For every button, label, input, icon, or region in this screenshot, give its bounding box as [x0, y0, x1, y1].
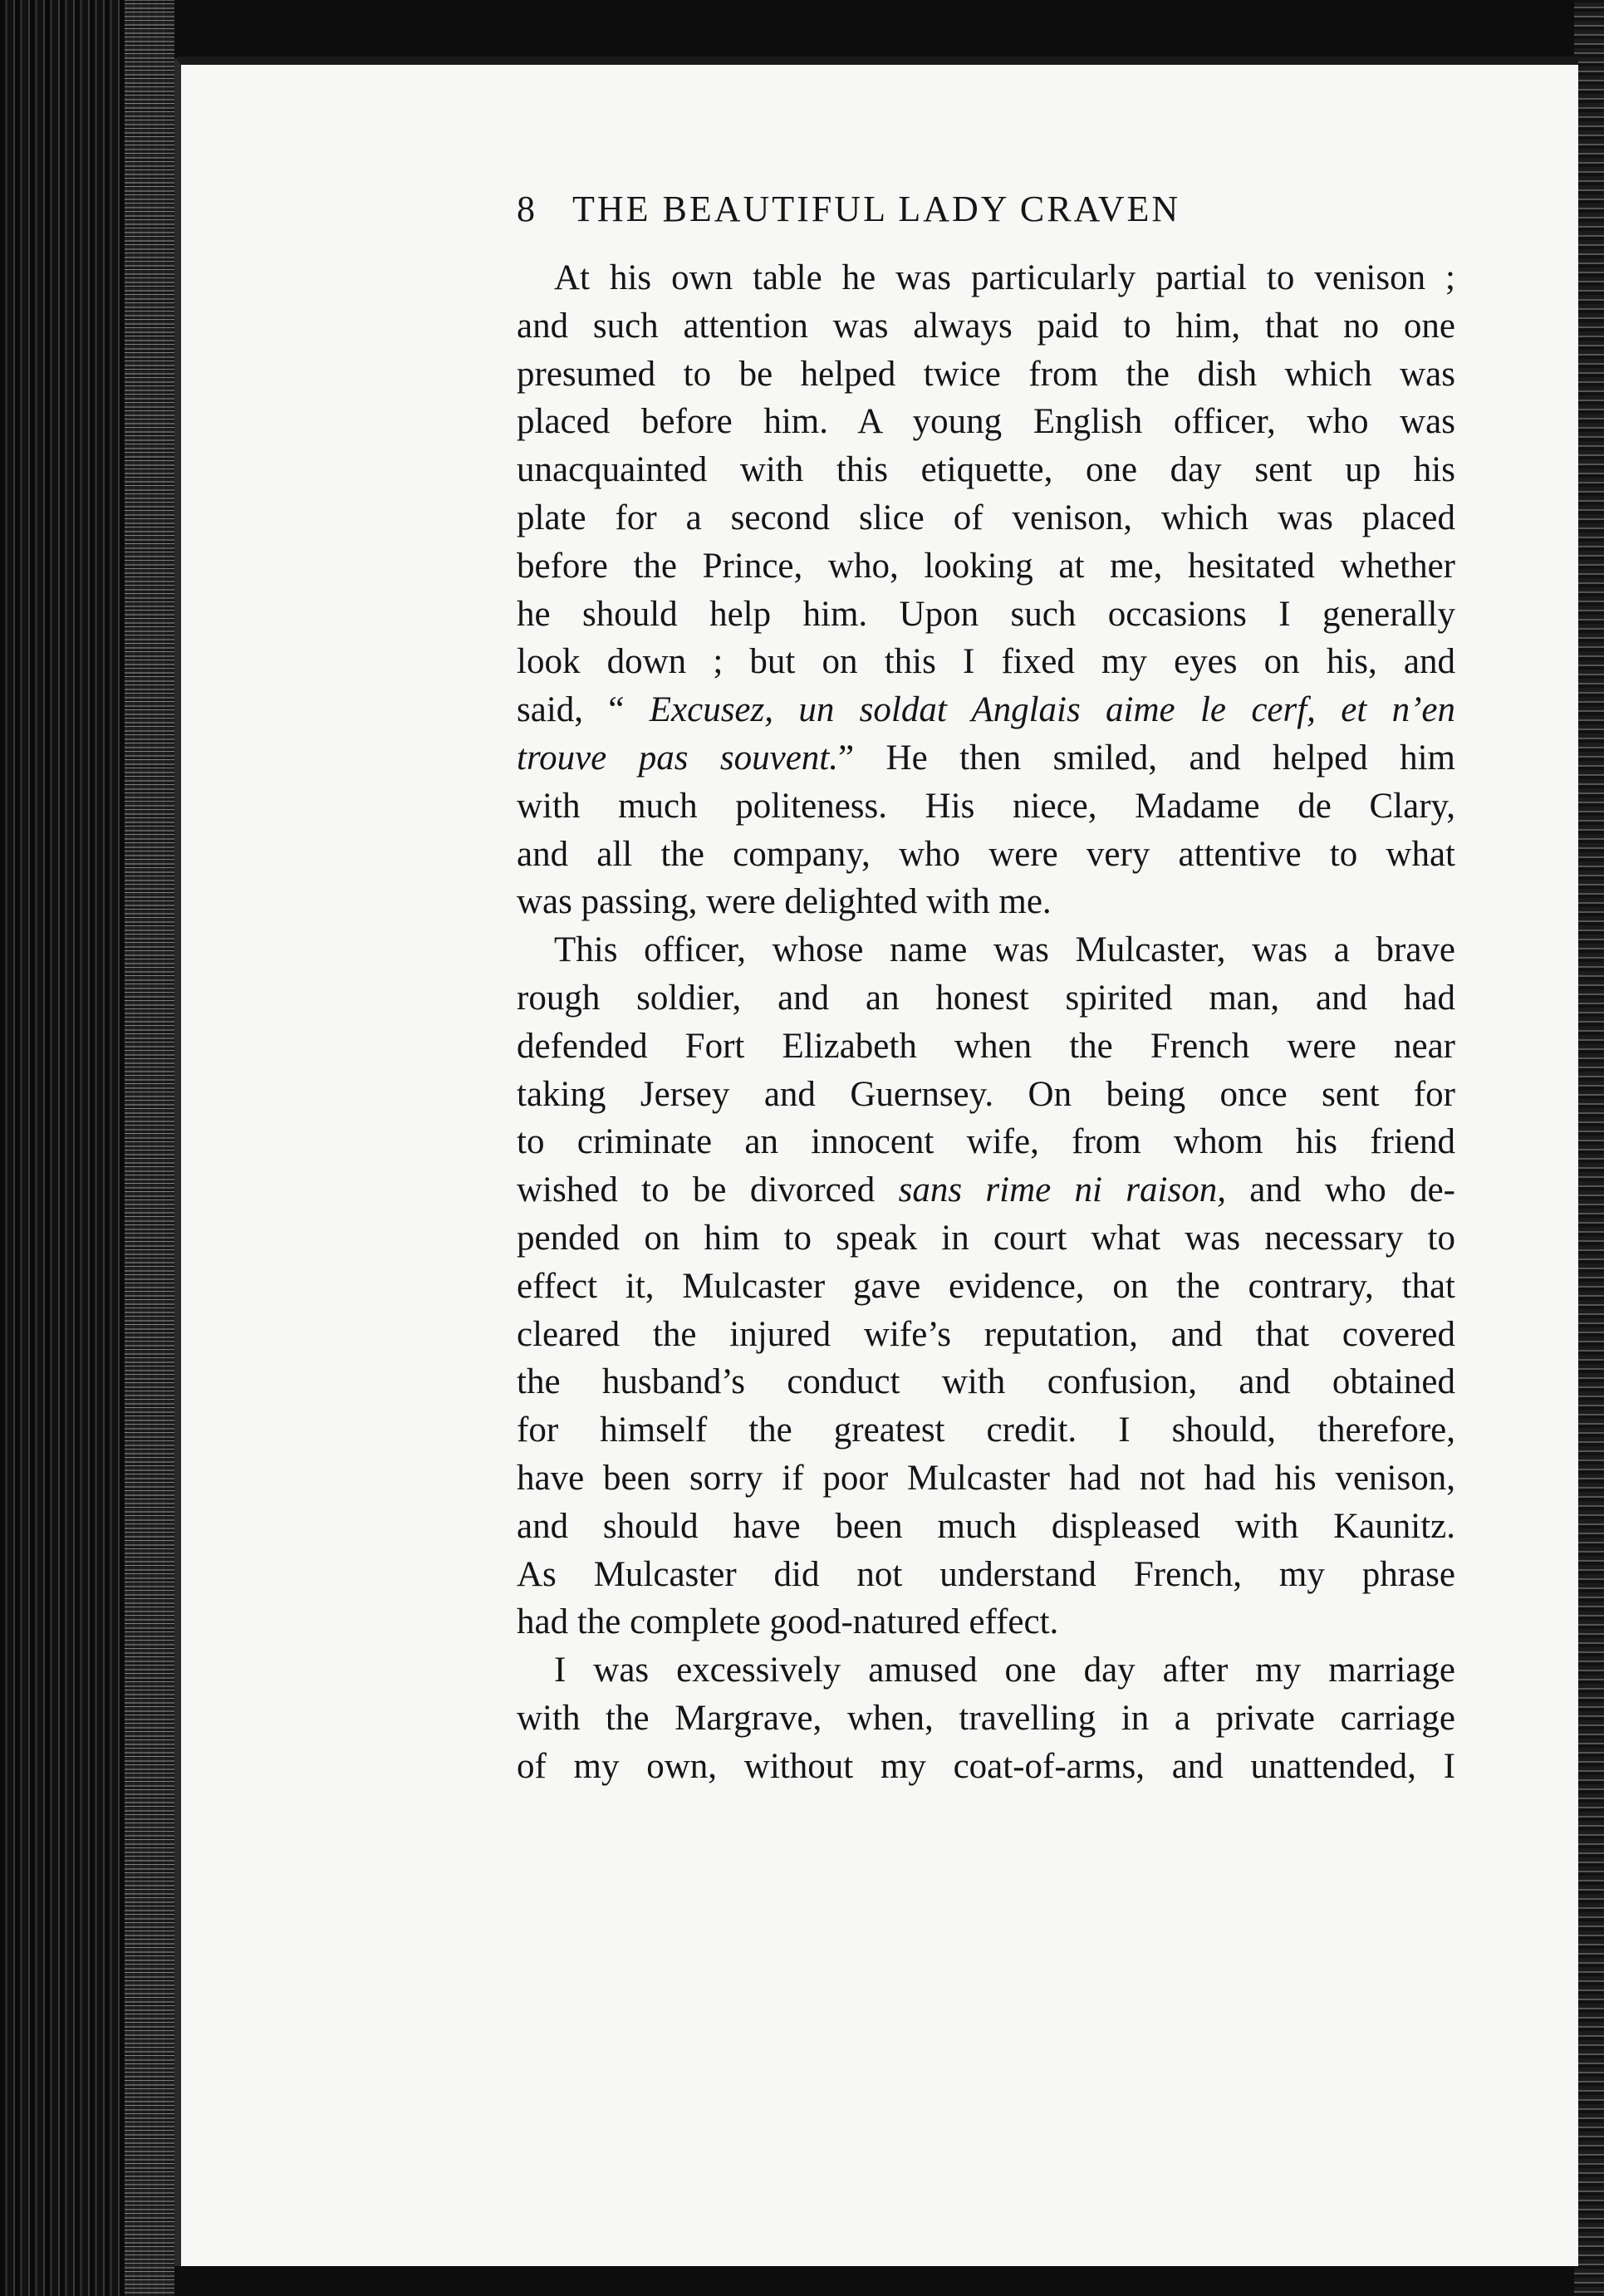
text-run: had the complete good-natured effect. [517, 1602, 1059, 1642]
body-text [517, 254, 1455, 1791]
text-run: said, “ [517, 690, 650, 730]
text-line [517, 1551, 1455, 1599]
italic-phrase: trouve pas souvent. [517, 738, 839, 778]
text-run: taking Jersey and Guernsey. On being once sent for [517, 1074, 1455, 1114]
text-run: defended Fort Elizabeth when the French were near [517, 1026, 1455, 1066]
text-line [517, 638, 1455, 686]
text-run: with the Margrave, when, travelling in a private carriage [517, 1698, 1455, 1738]
text-run: have been sorry if poor Mulcaster had not had his venison, [517, 1458, 1455, 1498]
text-run: effect it, Mulcaster gave evidence, on the contrary, that [517, 1266, 1455, 1306]
text-line [517, 254, 1455, 302]
text-line [517, 351, 1455, 399]
italic-phrase: sans rime ni raison, [898, 1170, 1226, 1210]
running-title: THE BEAUTIFUL LADY CRAVEN [572, 189, 1181, 229]
text-run: I was excessively amused one day after my marriage [554, 1651, 1455, 1690]
text-run: and all the company, who were very attentive to what [517, 834, 1455, 874]
text-line [517, 1118, 1455, 1166]
text-run: before the Prince, who, looking at me, hesitated whether [517, 546, 1455, 586]
text-line [517, 398, 1455, 446]
text-line [517, 302, 1455, 351]
text-run: of my own, without my coat-of-arms, and unattended, I [517, 1746, 1455, 1786]
text-run: presumed to be helped twice from the dish which was [517, 354, 1455, 394]
text-line [517, 831, 1455, 879]
text-run: and should have been much displeased with Kaunitz. [517, 1506, 1455, 1546]
text-line [517, 446, 1455, 494]
text-line [517, 974, 1455, 1023]
text-line [517, 734, 1455, 783]
text-line [517, 1023, 1455, 1071]
text-run: ” He then smiled, and helped him [838, 738, 1456, 778]
text-line [517, 926, 1455, 974]
text-line [517, 1311, 1455, 1359]
text-run: At his own table he was particularly partial to venison ; [554, 258, 1455, 297]
text-line [517, 1455, 1455, 1503]
text-run: pended on him to speak in court what was necessary to [517, 1218, 1455, 1258]
page-number: 8 [517, 189, 537, 229]
text-run: look down ; but on this I fixed my eyes on his, and [517, 642, 1455, 682]
text-run: placed before him. A young English officer, who was [517, 402, 1455, 442]
text-line [517, 591, 1455, 639]
text-line [517, 1598, 1455, 1646]
italic-phrase: Excusez, un soldat Anglais aime le cerf, et n’en [649, 690, 1456, 730]
text-line [517, 783, 1455, 831]
text-run: to criminate an innocent wife, from whom his friend [517, 1122, 1455, 1162]
text-run: he should help him. Upon such occasions I generally [517, 594, 1455, 634]
text-run: the husband’s conduct with confusion, and obtained [517, 1362, 1455, 1402]
text-line [517, 1743, 1455, 1791]
text-run: As Mulcaster did not understand French, my phrase [517, 1554, 1455, 1594]
text-run: rough soldier, and an honest spirited man, and had [517, 978, 1455, 1018]
text-line [517, 1263, 1455, 1311]
text-run: cleared the injured wife’s reputation, and that covered [517, 1314, 1455, 1354]
text-line [517, 686, 1455, 734]
text-line [517, 1503, 1455, 1551]
text-line [517, 494, 1455, 542]
text-line [517, 1406, 1455, 1455]
text-run: was passing, were delighted with me. [517, 882, 1052, 922]
text-run: with much politeness. His niece, Madame de Clary, [517, 786, 1455, 826]
binding-edge [125, 0, 174, 2296]
text-line [517, 878, 1455, 926]
text-line [517, 1166, 1455, 1214]
text-run: and such attention was always paid to him, that no one [517, 306, 1455, 346]
text-line [517, 1358, 1455, 1406]
text-run: for himself the greatest credit. I should, therefore, [517, 1410, 1455, 1450]
page-edge-right [1574, 0, 1604, 2296]
text-line [517, 1071, 1455, 1119]
text-line [517, 1214, 1455, 1263]
text-run: unacquainted with this etiquette, one day sent up his [517, 450, 1455, 490]
text-line [517, 1646, 1455, 1695]
text-run: wished to be divorced [517, 1170, 899, 1210]
text-run: and who de- [1225, 1170, 1455, 1210]
text-run: plate for a second slice of venison, which was placed [517, 498, 1455, 537]
text-line [517, 1695, 1455, 1743]
text-line [517, 542, 1455, 591]
text-run: This officer, whose name was Mulcaster, was a brave [554, 930, 1455, 970]
running-head [517, 188, 1347, 230]
